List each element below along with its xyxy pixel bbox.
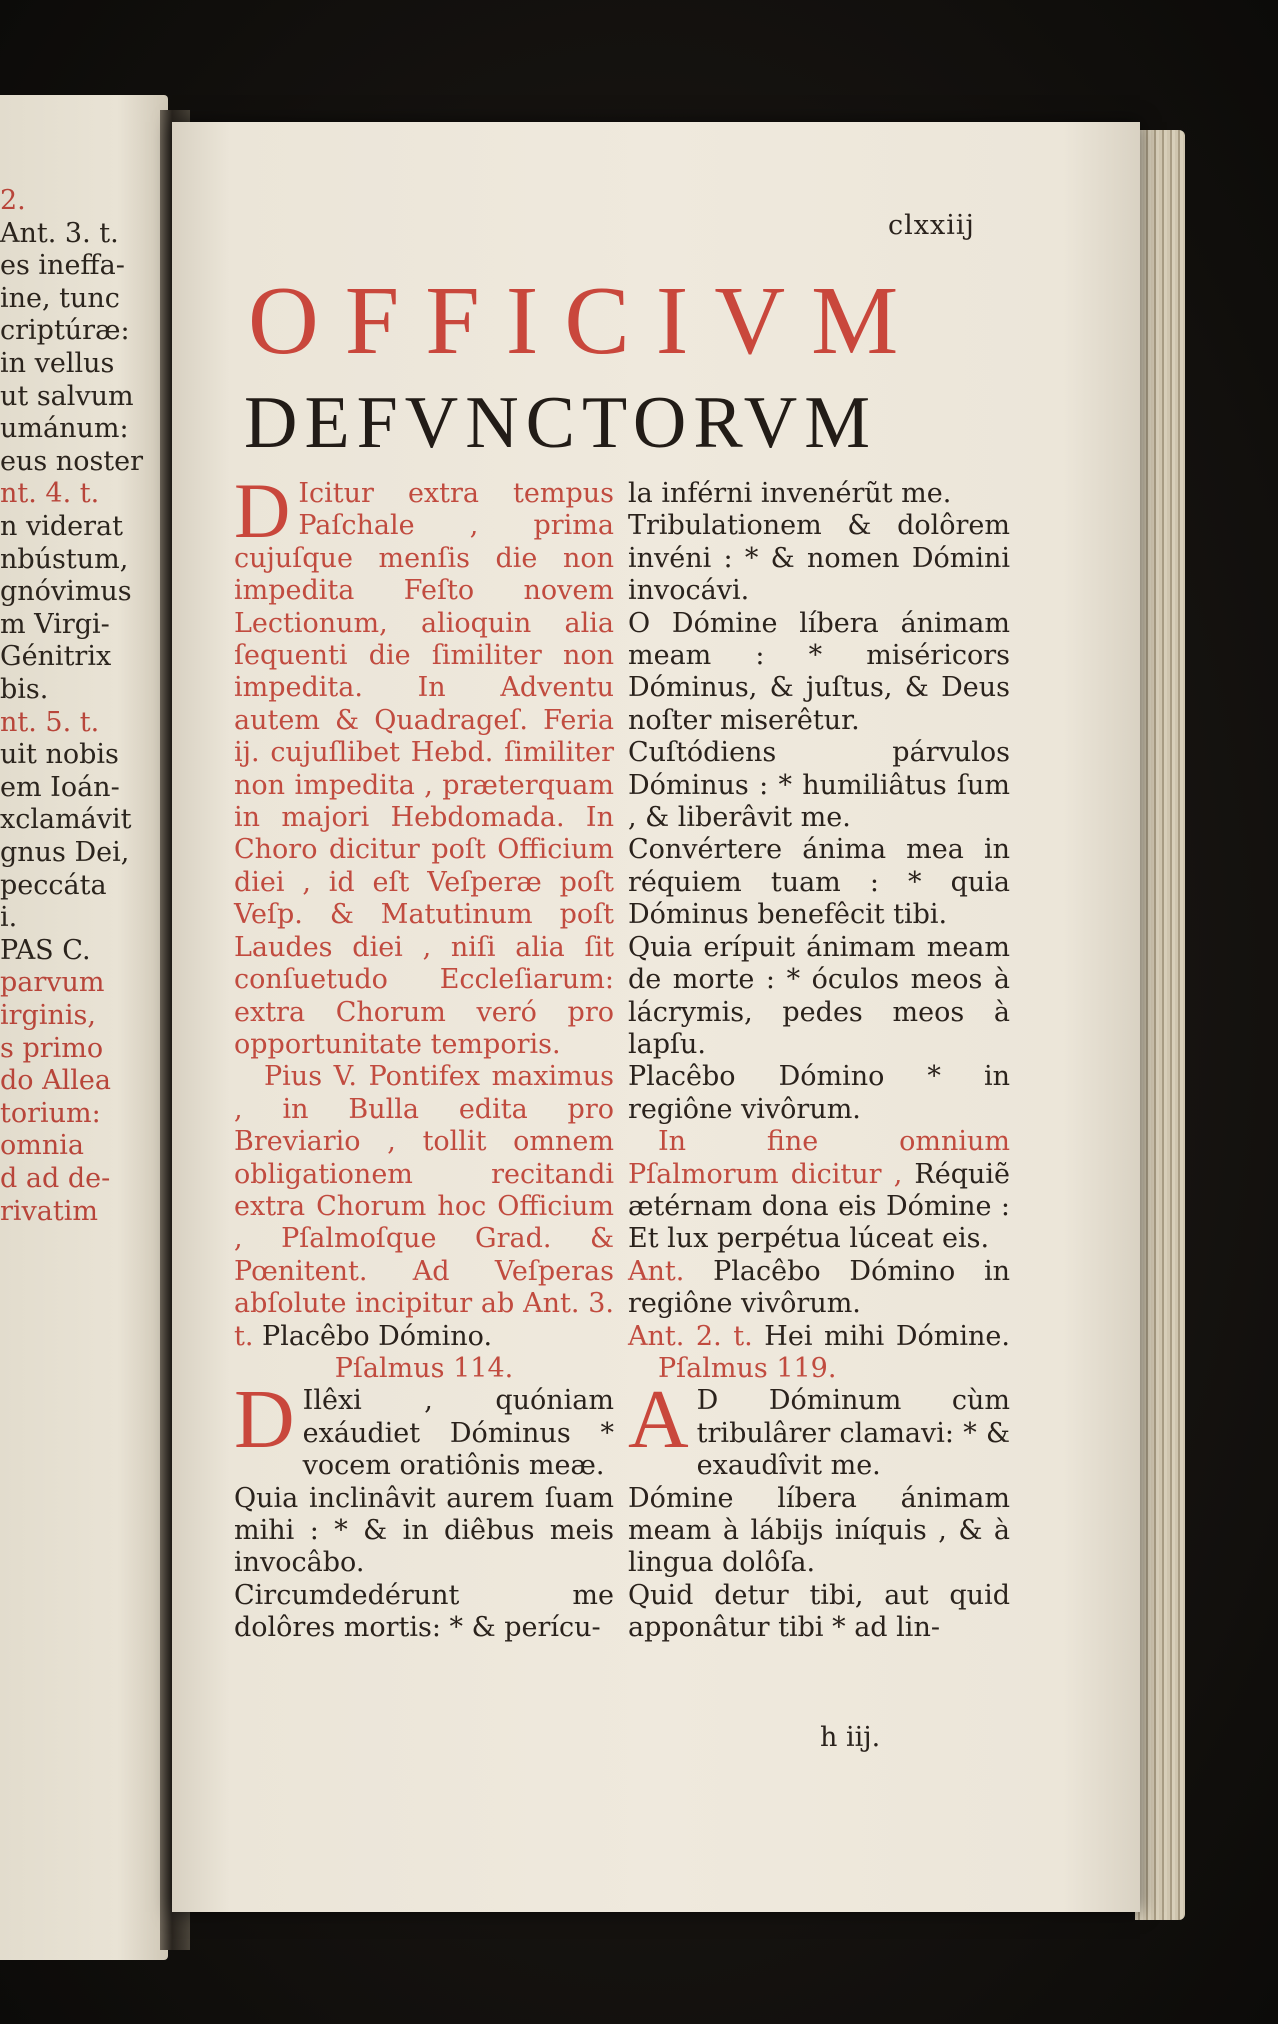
rubric-pius-text: Pius V. Pontifex maximus , in Bulla edita pro Breviario , tollit omnem obligationem recitandi extra Chorum hoc Officium , Pſalmoſque Grad. & Pœnitent. Ad Veſperas abſolute incipitur ab Ant. 3. t.: [234, 1061, 614, 1352]
facing-page-line: bis.: [0, 674, 49, 705]
facing-page-line: in vellus: [0, 348, 115, 379]
facing-page-line: gnus Dei,: [0, 837, 130, 868]
facing-page-line: eus noster: [0, 445, 144, 477]
facing-page-line: nt. 5. t.: [0, 706, 100, 738]
facing-page-line: i.: [0, 902, 18, 934]
facing-page-line: ut salvum: [0, 380, 134, 412]
drop-cap-rubric: D: [234, 467, 291, 554]
facing-page-line: Ant. 3. t.: [0, 217, 119, 249]
requiem-text: Réquiẽ ætérnam dona eis Dómine : Et lux perpétua lúceat eis.: [628, 1158, 1010, 1255]
facing-page-line: umánum:: [0, 413, 129, 445]
facing-page-line: nt. 4. t.: [0, 478, 100, 510]
facing-page-line: em Ioán-: [0, 771, 120, 803]
folio-number: clxxiij: [888, 210, 975, 241]
antiphon-hei-mihi: [628, 1321, 1010, 1386]
facing-page-line: 2.: [0, 185, 26, 216]
page-edges: [1135, 130, 1185, 1920]
rubric-pius: [234, 1061, 614, 1353]
psalm-119-text: D Dóminum cùm tribulârer clamavi: * & exaudîvit me. Dómine líbera ánimam meam à lábijs iníquis , & à lingua dolôſa. Quid detur tibi, aut quid apponâtur tibi * ad lin-: [628, 1385, 1010, 1644]
psalm-114-continued: la inférni invenérũt me. Tribulationem & dolôrem invéni : * & nomen Dómini invocávi. O Dómine líbera ánimam meam : * miséricors Dóminus, & juſtus, & Deus noſter miserêtur. Cuſtódiens párvulos Dóminus : * humiliâtus ſum , & liberâvit me. Convértere ánima mea in réquiem tuam : * quia Dóminus benefêcit tibi. Quia erípuit ánimam meam de morte : * óculos meos à lácrymis, pedes meos à lapſu. Placêbo Dómino * in regiône vivôrum.: [628, 478, 1010, 1125]
title-defunctorum: DEFVNCTORVM: [244, 382, 878, 464]
requiem-paragraph: [628, 1126, 1010, 1256]
facing-page-line: irginis,: [0, 1000, 96, 1031]
facing-page-line: parvum: [0, 967, 105, 999]
facing-page-line: PAS C.: [0, 934, 91, 966]
facing-page-line: uit nobis: [0, 739, 119, 771]
psalm-114: [234, 1373, 614, 1644]
facing-page-line: omnia: [0, 1130, 84, 1162]
drop-cap-psalm: D: [234, 1373, 295, 1467]
facing-page-line: gnóvimus: [0, 576, 132, 608]
facing-page-line: peccáta: [0, 869, 107, 901]
antiphon-placebo: [628, 1256, 1010, 1321]
rubric-in-fine: In fine omnium Pſalmorum dicitur ,: [628, 1126, 1010, 1190]
psalm-119-heading: Pſalmus 119.: [658, 1352, 837, 1384]
facing-page-line: rivatim: [0, 1195, 98, 1227]
facing-page-line: xclamávit: [0, 804, 132, 836]
facing-page-line: es ineffa-: [0, 250, 125, 282]
facing-page-line: torium:: [0, 1097, 101, 1129]
facing-page-left: [0, 95, 168, 1960]
facing-page-line: d ad de-: [0, 1163, 111, 1194]
facing-page-line: nbústum,: [0, 543, 129, 575]
drop-cap-psalm-119: A: [628, 1373, 689, 1467]
facing-page-line: n viderat: [0, 511, 123, 542]
rubric-paragraph: [234, 467, 614, 1061]
right-text-column: [628, 478, 1010, 1645]
left-text-column: [234, 467, 614, 1645]
facing-page-line: m Virgi-: [0, 608, 110, 640]
facing-page-line: ine, tunc: [0, 282, 120, 314]
antiphon-placebo-text: Placêbo Dómino in regiône vivôrum.: [628, 1255, 1010, 1320]
rubric-text: Icitur extra tempus Paſchale , prima cujuſque menſis die non impedita Feſto novem Lectionum, alioquin alia ſequenti die ſimiliter non impedita. In Adventu autem & Quadrageſ. Feria ij. cujuſlibet Hebd. ſimiliter non impedita , præterquam in majori Hebdomada. In Choro dicitur poſt Officium diei , id eſt Veſperæ poſt Veſp. & Matutinum poſt Laudes diei , niſi alia ſit conſuetudo Eccleſiarum: extra Chorum veró pro opportunitate temporis.: [234, 478, 614, 1060]
facing-page-line: criptúræ:: [0, 315, 130, 347]
facing-page-line: Génitrix: [0, 641, 112, 673]
title-officium: OFFICIVM: [248, 267, 925, 375]
facing-page-line: do Allea: [0, 1065, 111, 1097]
signature-mark: h iij.: [820, 1722, 881, 1753]
facing-page-line: s primo: [0, 1032, 104, 1064]
antiphon-hei-mihi-text: Hei mihi Dómine.: [764, 1320, 1010, 1352]
psalm-119: [628, 1373, 1010, 1644]
psalm-heading: Pſalmus 114.: [334, 1352, 514, 1384]
antiphon-incipit: Placêbo Dómino.: [262, 1320, 493, 1352]
antiphon-label: Ant.: [628, 1255, 685, 1287]
psalm-114-text: Ilêxi , quóniam exáudiet Dóminus * vocem oratiônis meæ. Quia inclinâvit aurem ſuam mihi : * & in diêbus meis invocâbo. Circumdedérunt me dolôres mortis: * & perícu-: [234, 1385, 614, 1644]
antiphon-2-label: Ant. 2. t.: [628, 1320, 753, 1352]
